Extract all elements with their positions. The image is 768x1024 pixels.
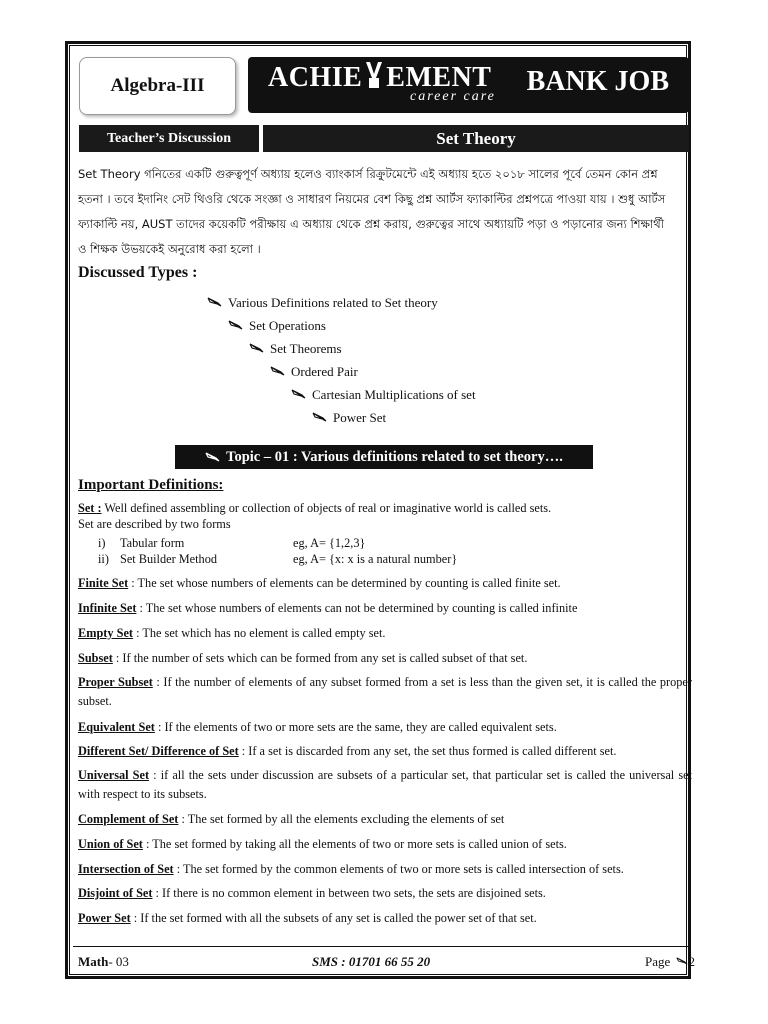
discussed-types-heading: Discussed Types :	[78, 264, 198, 281]
definition-term: Proper Subset	[78, 675, 153, 689]
definition-row	[78, 909, 692, 928]
footer-divider	[73, 946, 690, 947]
brand-banner	[248, 57, 689, 113]
definition-text: Well defined assembling or collection of objects of real or imaginative world is called sets.	[101, 501, 552, 515]
type-item-label: Set Operations	[249, 318, 326, 333]
definition-row	[78, 624, 692, 643]
definition-term: Subset	[78, 651, 113, 665]
pen-icon	[270, 366, 285, 376]
definition-term: Universal Set	[78, 768, 150, 782]
definition-row	[78, 860, 692, 879]
definition-term: Finite Set	[78, 576, 129, 590]
form-name: Set Builder Method	[120, 552, 218, 566]
intro-line: হতনা । তবে ইদানিং সেট থিওরি থেকে সংজ্ঞা ও সাধারণ নিয়মের বেশ কিছু প্রশ্ন আর্টস ফ্যাকাল্টির প্রশ্নপত্রে পাওয়া যায় । শুধু আর্টস	[78, 192, 666, 206]
forms-intro: Set are described by two forms	[78, 517, 231, 531]
section-right-bar	[263, 125, 689, 152]
form-name: Tabular form	[120, 536, 185, 550]
type-item-label: Ordered Pair	[291, 364, 358, 379]
section-left-label: Teacher’s Discussion	[106, 130, 232, 146]
definition-term: Equivalent Set	[78, 720, 155, 734]
definition-text: : The set formed by the common elements of two or more sets is called intersection of sets.	[173, 862, 624, 876]
definition-term: Union of Set	[78, 837, 143, 851]
important-definitions-heading: Important Definitions:	[78, 477, 224, 493]
section-title: Set Theory	[436, 128, 516, 148]
form-example: eg, A= {x: x is a natural number}	[293, 552, 458, 566]
type-item-label: Set Theorems	[270, 341, 342, 356]
pen-icon	[207, 297, 222, 307]
type-item-label: Cartesian Multiplications of set	[312, 387, 476, 402]
form-num: ii)	[98, 552, 109, 566]
definition-text: : The set formed by taking all the elements of two or more sets is called union of sets.	[142, 837, 567, 851]
type-item-label: Various Definitions related to Set theory	[228, 295, 438, 310]
definition-row	[78, 810, 692, 829]
pen-icon	[676, 956, 688, 966]
footer-sms: SMS : 01701 66 55 20	[312, 954, 431, 969]
type-item	[291, 387, 476, 403]
definition-term: Empty Set	[78, 626, 133, 640]
set-definition	[78, 500, 692, 532]
brand-part2: EMENT	[386, 62, 492, 93]
form-num: i)	[98, 536, 106, 550]
type-item	[228, 318, 326, 334]
type-item	[270, 364, 358, 380]
footer-subject	[78, 954, 129, 970]
definition-row	[78, 718, 692, 737]
footer-subject-bold: Math	[78, 954, 109, 969]
intro-paragraph	[78, 162, 692, 262]
definition-row	[78, 742, 692, 761]
definition-row	[78, 649, 692, 668]
chapter-title: Algebra-III	[110, 75, 205, 96]
victory-hand-icon	[363, 61, 385, 89]
definition-text: : If the set formed with all the subsets of any set is called the power set of that set.	[130, 911, 537, 925]
footer-page-number: 2	[688, 954, 696, 969]
definition-term: Infinite Set	[78, 601, 137, 615]
section-left-bar	[79, 125, 259, 152]
definition-row	[78, 884, 692, 903]
definition-term: Different Set/ Difference of Set	[78, 744, 239, 758]
form-example: eg, A= {1,2,3}	[293, 536, 366, 550]
pen-icon	[312, 412, 327, 422]
pen-icon	[228, 320, 243, 330]
footer-page-label: Page	[645, 954, 671, 969]
definition-row	[78, 599, 692, 618]
definition-term: Intersection of Set	[78, 862, 174, 876]
intro-line: Set Theory গনিতের একটি গুরুত্বপূর্ণ অধ্যায় হলেও ব্যাংকার্স রিক্রুটমেন্টে এই অধ্যায় হতে ২০১৮ সালের পূর্বে তেমন কোন প্রশ্ন	[78, 167, 658, 181]
intro-line: ও শিক্ষক উভয়কেই অনুরোধ করা হলো ।	[78, 242, 261, 256]
pen-icon	[205, 452, 220, 462]
definition-text: : if all the sets under discussion are subsets of a particular set, that particular set is called the universal set with respect to its subsets.	[78, 768, 692, 801]
definition-term: Complement of Set	[78, 812, 179, 826]
definition-row	[78, 766, 692, 804]
chapter-title-box	[79, 57, 236, 115]
type-item	[312, 410, 386, 426]
pen-icon	[249, 343, 264, 353]
definition-text: : The set formed by all the elements excluding the elements of set	[178, 812, 505, 826]
definition-term: Power Set	[78, 911, 131, 925]
footer-page	[645, 954, 695, 970]
intro-line: ফ্যাকাল্টি নয়, AUST তাদের কয়েকটি পরীক্ষায় এ অধ্যায় থেকে প্রশ্ন করায়, গুরুত্বের সাথে অধ্যায়টি পড়া ও পড়ানোর জন্য শিক্ষার্থী	[78, 217, 665, 231]
brand-tagline: career care	[410, 89, 496, 104]
topic-title: Topic – 01 : Various definitions related to set theory….	[226, 448, 563, 465]
definition-row	[78, 574, 692, 593]
pen-icon	[291, 389, 306, 399]
type-item-label: Power Set	[333, 410, 387, 425]
type-item	[249, 341, 342, 357]
topic-bar	[175, 445, 593, 469]
footer-subject-num: - 03	[108, 954, 129, 969]
definition-text: : The set whose numbers of elements can not be determined by counting is called infinite	[136, 601, 578, 615]
definition-text: : If the elements of two or more sets are the same, they are called equivalent sets.	[154, 720, 557, 734]
definition-row	[78, 835, 692, 854]
definition-row	[78, 673, 692, 711]
definition-term: Set :	[78, 501, 102, 515]
definition-text: : If the number of sets which can be formed from any set is called subset of that set.	[112, 651, 528, 665]
definition-term: Disjoint of Set	[78, 886, 153, 900]
definition-text: : The set whose numbers of elements can be determined by counting is called finite set.	[128, 576, 561, 590]
definition-text: : If the number of elements of any subset formed from a set is less than the given set, it is called the proper subset.	[78, 675, 692, 708]
definition-text: : If there is no common element in between two sets, the sets are disjoined sets.	[152, 886, 546, 900]
definition-text: : If a set is discarded from any set, the set thus formed is called different set.	[238, 744, 617, 758]
type-item	[207, 295, 438, 311]
definition-text: : The set which has no element is called empty set.	[133, 626, 386, 640]
bank-job-title: BANK JOB	[526, 66, 669, 97]
brand-part1: ACHIE	[268, 62, 363, 93]
